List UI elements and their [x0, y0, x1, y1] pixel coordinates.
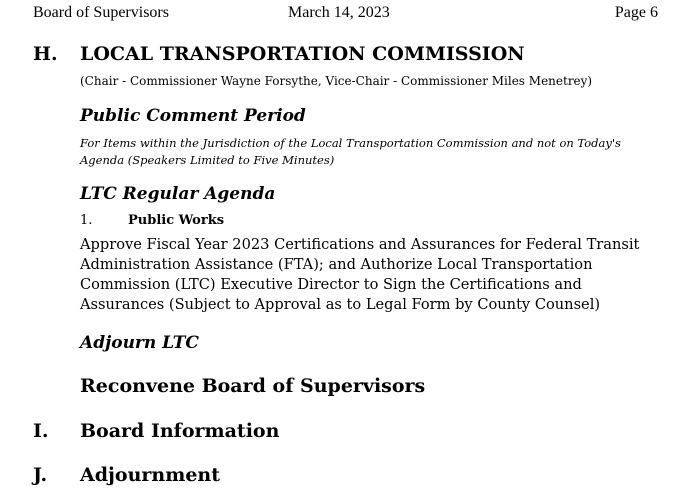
agenda-item-number: 1. [80, 213, 93, 228]
section-i-title: Board Information [80, 420, 280, 442]
section-j-title: Adjournment [80, 464, 220, 486]
public-comment-note: For Items within the Jurisdiction of the Local Transportation Commission and not on Today's Agenda (Speakers Limited to Five Minutes) [80, 136, 621, 167]
ltc-agenda-heading: LTC Regular Agenda [80, 184, 276, 204]
public-comment-heading: Public Comment Period [80, 106, 306, 126]
section-h-chair-line: (Chair - Commissioner Wayne Forsythe, Vice-Chair - Commissioner Miles Menetrey) [80, 74, 593, 88]
header-board-name: Board of Supervisors [33, 4, 169, 21]
agenda-item-body: Approve Fiscal Year 2023 Certifications and Assurances for Federal Transit Administration Assistance (FTA); and Authorize Local Transportation Commission (LTC) Executive Director to Sign the Certifications and Assurances (Subject to Approval as to Legal Form by County Counsel) [80, 236, 640, 313]
section-h-title: LOCAL TRANSPORTATION COMMISSION [80, 43, 525, 65]
section-j-letter: J. [33, 464, 48, 486]
section-h-letter: H. [33, 43, 58, 65]
agenda-item-title: Public Works [128, 213, 225, 228]
adjourn-ltc-heading: Adjourn LTC [80, 333, 199, 353]
header-date: March 14, 2023 [288, 4, 390, 21]
header-page-number: Page 6 [614, 4, 658, 21]
section-i-letter: I. [33, 420, 49, 442]
reconvene-heading: Reconvene Board of Supervisors [80, 375, 426, 397]
